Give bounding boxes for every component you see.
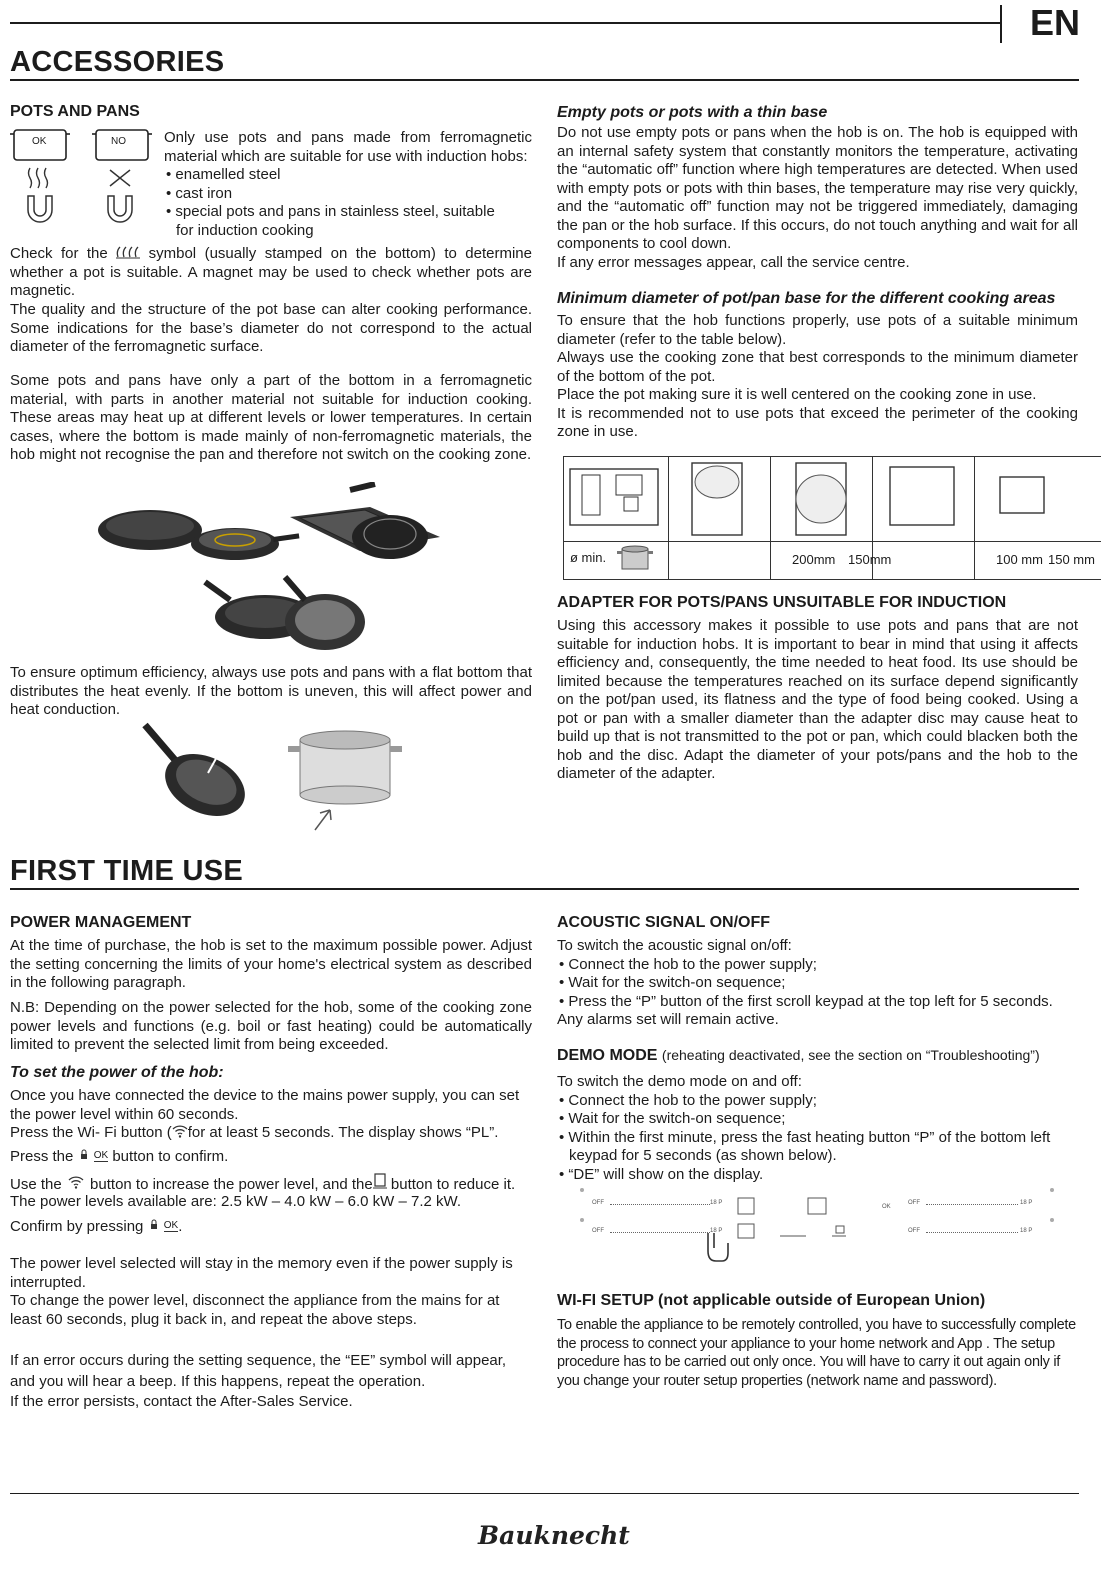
- top-rule: [10, 22, 1000, 24]
- pots-intro: Only use pots and pans made from ferromagnetic material which are suitable for use with induction hobs:: [164, 129, 532, 165]
- confirm-line: Confirm by pressing $^{OK}$.: [10, 1218, 183, 1235]
- persist-text: If the error persists, contact the After-Sales Service.: [10, 1393, 353, 1410]
- accessories-rule: [10, 79, 1079, 81]
- header-divider: [1000, 5, 1002, 43]
- magnet-no-icon: [108, 196, 132, 222]
- panel-label: 18 P: [710, 1200, 723, 1206]
- lock-icon: [78, 1149, 90, 1161]
- list-item: • Within the first minute, press the fast heating button “P” of the bottom left keypad for 5 seconds (as shown below).: [557, 1129, 1078, 1166]
- ok-key: OK: [163, 1220, 179, 1231]
- list-item: • cast iron: [164, 185, 532, 204]
- ok-key: OK: [93, 1150, 109, 1161]
- induction-coil-icon: [116, 245, 140, 259]
- footer-rule: [10, 1493, 1079, 1494]
- panel-label: OK: [882, 1204, 891, 1210]
- power-levels-text: The power levels available are: 2.5 kW – 4.0 kW – 6.0 kW – 7.2 kW.: [10, 1193, 462, 1210]
- table-cell: 150mm: [848, 552, 892, 567]
- nb-text: N.B: Depending on the power selected for the hob, some of the cooking zone power levels and functions (e.g. boil or fast heating) could be automatically limited to prevent the selected limit from being exceeded.: [10, 999, 532, 1053]
- list-item: • “DE” will show on the display.: [557, 1166, 1078, 1185]
- acoustic-heading: ACOUSTIC SIGNAL ON/OFF: [557, 914, 771, 931]
- demo-panel-icons: [580, 1188, 1060, 1268]
- list-item: • enamelled steel: [164, 166, 532, 185]
- empty-pots-heading: Empty pots or pots with a thin base: [557, 104, 828, 121]
- first-use-title: FIRST TIME USE: [10, 855, 243, 887]
- cross-icon: [110, 170, 130, 186]
- wifi-text: To enable the appliance to be remotely controlled, you have to successfully complete the process to connect your appliance to your home network and App . The setup procedure has to be carried out only once. You will have to carry it out again only if you change your router setup properties (network name and password).: [557, 1317, 1076, 1389]
- demo-note: (reheating deactivated, see the section on “Troubleshooting”): [661, 1047, 1040, 1063]
- memory-text: The power level selected will stay in the memory even if the power supply is interrupted.: [10, 1255, 513, 1291]
- change-text: To change the power level, disconnect the appliance from the mains for at least 60 seconds, plug it back in, and repeat the above steps.: [10, 1292, 500, 1328]
- demo-block: To switch the demo mode on and off: • Connect the hob to the power supply; • Wait for the switch-on sequence; • Within the first minute, press the fast heating button “P” of the bottom left keypad for 5 seconds (as shown below). • “DE” will show on the display.: [557, 1073, 1078, 1184]
- pots-intro-block: [164, 129, 532, 240]
- panel-label: 18 P: [710, 1228, 723, 1234]
- list-item: • special pots and pans in stainless steel, suitable for induction cooking: [164, 203, 516, 240]
- panel-label: OFF: [592, 1200, 604, 1206]
- set-power-text: Once you have connected the device to the mains power supply, you can set the power level within 60 seconds.: [10, 1087, 520, 1123]
- language-code: EN: [1030, 2, 1081, 43]
- power-text: At the time of purchase, the hob is set to the maximum possible power. Adjust the setting concerning the limits of your home's electrical system as described in the following paragraph.: [10, 937, 532, 991]
- table-cell: 100 mm: [996, 552, 1043, 567]
- wifi-icon: [172, 1124, 188, 1138]
- demo-panel-diagram: [580, 1188, 1060, 1268]
- set-power-heading: To set the power of the hob:: [10, 1064, 224, 1081]
- acoustic-block: To switch the acoustic signal on/off: • Connect the hob to the power supply; • Wait for the switch-on sequence; • Press the “P” button of the first scroll keypad at the top left for 5 seconds. Any alarms set will remain active.: [557, 937, 1078, 1030]
- error-text: If an error occurs during the setting sequence, the “EE” symbol will appear, and you will hear a beep. If this happens, repeat the operation.: [10, 1352, 507, 1390]
- optimum-text: To ensure optimum efficiency, always use pots and pans with a flat bottom that distributes the heat evenly. If the bottom is uneven, this will affect power and heat conduction.: [10, 664, 532, 718]
- wifi-icon: [66, 1175, 86, 1189]
- first-use-rule: [10, 888, 1079, 890]
- error-messages-text: If any error messages appear, call the service centre.: [557, 254, 910, 271]
- min-diameter-text: To ensure that the hob functions properly, use pots of a suitable minimum diameter (refer to the table below). Always use the cooking zone that best corresponds to the minimum diameter of the bottom of the pot. Place the pot making sure it is well centered on the cooking zone in use. It is recommended not to use pots that exceed the perimeter of the cooking zone in use.: [557, 312, 1078, 440]
- table-cell: 150 mm: [1048, 552, 1095, 567]
- panel-label: 18 P: [1020, 1228, 1033, 1234]
- brand-name: Bauknecht: [478, 1521, 630, 1550]
- wifi-heading: WI-FI SETUP (not applicable outside of European Union): [557, 1292, 986, 1309]
- press-wifi-line: Press the Wi- Fi button ( for at least 5 seconds. The display shows “PL”.: [10, 1124, 499, 1141]
- adapter-heading: ADAPTER FOR POTS/PANS UNSUITABLE FOR INDUCTION: [557, 594, 1007, 611]
- quality-text: The quality and the structure of the pot base can alter cooking performance. Some indications for the base’s diameter do not correspond to the actual diameter of the ferromagnetic surface.: [10, 301, 532, 355]
- panel-label: OFF: [908, 1200, 920, 1206]
- heat-icon: [29, 168, 48, 188]
- acoustic-list: [557, 956, 1078, 1012]
- check-symbol-text: Check for the symbol (usually stamped on the bottom) to determine whether a pot is suitable. A magnet may be used to check whether pots are magnetic.: [10, 245, 532, 299]
- table-cell: 200mm: [792, 552, 836, 567]
- press-ok-line: Press the $^{OK}$ button to confirm.: [10, 1148, 229, 1165]
- pot-icon: [616, 545, 654, 573]
- list-item: • Connect the hob to the power supply;: [557, 956, 1078, 975]
- diameter-table: [563, 456, 1101, 580]
- pots-list: [164, 166, 532, 240]
- ok-label: OK: [32, 136, 47, 147]
- power-heading: POWER MANAGEMENT: [10, 914, 192, 931]
- min-diameter-heading: Minimum diameter of pot/pan base for the different cooking areas: [557, 290, 1056, 307]
- adapter-text: Using this accessory makes it possible to use pots and pans that are not suitable for induction hobs. It is important to bear in mind that using it affects efficiency and, consequently, the time needed to heat food. Its use should be limited because the temperatures reached on its surface depend significantly on the pot/pan used, its flatness and the type of food being cooked. Using a pot or pan with a smaller diameter than the adapter disc may cause heat to build up that is not transmitted to the pot or pan, which could blacken both the hob and the disc. Adapt the diameter of your pots/pans and the hob to the diameter of the adapter.: [557, 617, 1078, 782]
- zone-diagrams: [564, 457, 1101, 541]
- table-row-label: ø min.: [570, 550, 607, 565]
- use-wifi-line: Use the button to increase the power level, and the button to reduce it.: [10, 1173, 540, 1195]
- pots-heading: POTS AND PANS: [10, 103, 140, 120]
- list-item: • Connect the hob to the power supply;: [557, 1092, 1078, 1111]
- some-pots-text: Some pots and pans have only a part of the bottom in a ferromagnetic material, with parts in another material not suitable for induction cooking. These areas may heat up at different levels or lower temperatures. In certain cases, where the bottom is made mainly of non-ferromagnetic materials, the hob might not recognise the pan and therefore not switch on the cooking zone.: [10, 372, 532, 463]
- panel-label: OFF: [592, 1228, 604, 1234]
- demo-heading: DEMO MODE: [557, 1047, 658, 1064]
- list-item: • Wait for the switch-on sequence;: [557, 974, 1078, 993]
- demo-list: [557, 1092, 1078, 1185]
- display-icon: [373, 1173, 387, 1189]
- demo-heading-line: [557, 1047, 1040, 1065]
- accessories-title: ACCESSORIES: [10, 46, 225, 78]
- lock-icon: [148, 1219, 160, 1231]
- brand-logo: [478, 1521, 630, 1550]
- magnet-ok-icon: [28, 196, 52, 222]
- no-label: NO: [111, 136, 126, 147]
- pans-illustration: [95, 482, 445, 657]
- list-item: • Press the “P” button of the first scroll keypad at the top left for 5 seconds.: [557, 993, 1078, 1012]
- panel-label: OFF: [908, 1228, 920, 1234]
- panel-label: 18 P: [1020, 1200, 1033, 1206]
- pan-and-pot-illustration: [140, 720, 410, 835]
- list-item: • Wait for the switch-on sequence;: [557, 1110, 1078, 1129]
- empty-pots-text: Do not use empty pots or pans when the hob is on. The hob is equipped with an internal safety system that constantly monitors the temperature, activating the “automatic off” function where high temperatures are detected. When used with empty pots or pots with thin bases, the temperature may rise very quickly, and the “automatic off” function may not be triggered immediately, damaging the pan or the hob surface. If this occurs, do not touch anything and wait for all components to cool down.: [557, 124, 1078, 252]
